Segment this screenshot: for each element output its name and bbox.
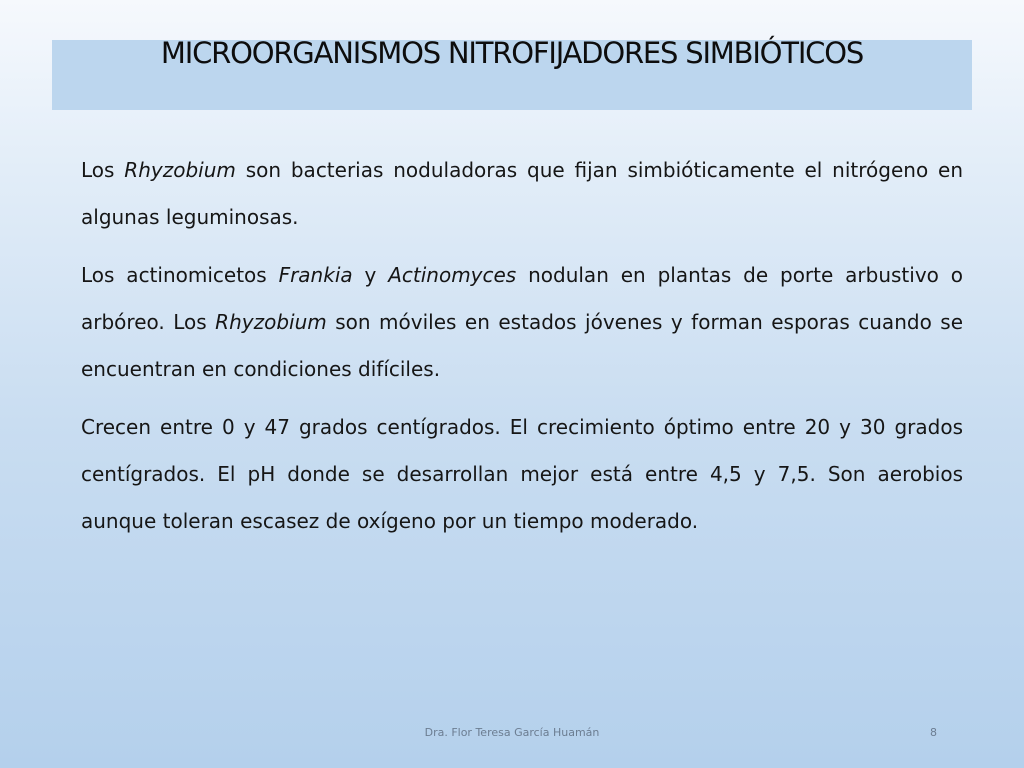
slide-title: MICROORGANISMOS NITROFIJADORES SIMBIÓTICOS [160, 36, 864, 70]
p2-text-2: y [352, 263, 389, 287]
p1-text-2: son bacterias noduladoras que fijan simbióticamente el nitrógeno en algunas leguminosas. [81, 158, 964, 229]
paragraph-2 [81, 252, 963, 393]
paragraph-3: Crecen entre 0 y 47 grados centígrados. El crecimiento óptimo entre 20 y 30 grados centígrados. El pH donde se desarrollan mejor está entre 4,5 y 7,5. Son aerobios aunque toleran escasez de oxígeno por un tiempo moderado. [81, 415, 963, 533]
slide-body [81, 147, 963, 556]
p2-text-3: nodulan en plantas de porte arbustivo o arbóreo. Los [81, 263, 963, 334]
paragraph-1 [81, 147, 963, 241]
p2-text-1: Los actinomicetos [81, 263, 279, 287]
p2-italic-actinomyces: Actinomyces [388, 263, 517, 287]
p1-text-1: Los [81, 158, 125, 182]
p2-italic-rhyzobium: Rhyzobium [215, 310, 327, 334]
footer-author: Dra. Flor Teresa García Huamán [424, 726, 600, 739]
p1-italic-rhyzobium: Rhyzobium [124, 158, 236, 182]
page-number: 8 [930, 726, 937, 739]
p2-italic-frankia: Frankia [278, 263, 353, 287]
p2-text-4: son móviles en estados jóvenes y forman esporas cuando se encuentran en condiciones difíciles. [81, 310, 964, 381]
